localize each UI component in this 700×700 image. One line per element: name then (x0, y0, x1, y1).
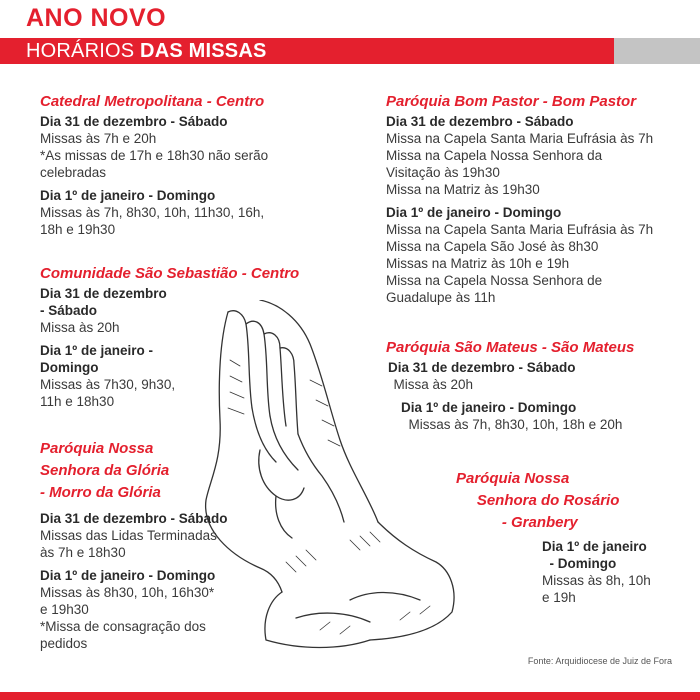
church-bom-pastor (386, 91, 686, 306)
schedule-line: *As missas de 17h e 18h30 não serão (40, 148, 269, 163)
day-heading: Dia 1º de janeiro - Domingo (386, 400, 577, 415)
schedule-line: 18h e 19h30 (40, 222, 116, 237)
church-nossa-senhora-gloria (40, 438, 290, 652)
day-heading: - Sábado (40, 303, 98, 318)
source-credit: Fonte: Arquidiocese de Juiz de Fora (527, 656, 672, 666)
banner-gray-strip (614, 38, 700, 64)
schedule-line: Missa na Capela São José às 8h30 (386, 239, 599, 254)
page-title: ANO NOVO (26, 4, 167, 32)
day-heading: Dia 1º de janeiro - Domingo (40, 568, 216, 583)
church-sao-sebastiao (40, 263, 320, 410)
church-name: - Granbery (456, 514, 578, 531)
church-name: Paróquia Bom Pastor - Bom Pastor (386, 93, 637, 110)
church-catedral (40, 91, 310, 238)
schedule-line: Missas às 7h, 8h30, 10h, 18h e 20h (386, 417, 623, 432)
schedule-line: Missas às 7h, 8h30, 10h, 11h30, 16h, (40, 205, 265, 220)
schedule-line: Missas às 7h30, 9h30, (40, 377, 176, 392)
schedule-line: Missas das Lidas Terminadas (40, 528, 217, 543)
schedule-line: Missas às 7h e 20h (40, 131, 157, 146)
church-name: Comunidade São Sebastião - Centro (40, 265, 300, 282)
schedule-line: Missas às 8h30, 10h, 16h30* (40, 585, 215, 600)
schedule-line: e 19h30 (40, 602, 89, 617)
schedule-line: celebradas (40, 165, 107, 180)
day-heading: Dia 31 de dezembro - Sábado (388, 360, 576, 375)
schedule-line: Missa na Capela Nossa Senhora da (386, 148, 603, 163)
schedule-line: e 19h (542, 590, 576, 605)
schedule-line: Missa na Capela Santa Maria Eufrásia às 7h (386, 222, 654, 237)
schedule-line: Missa na Capela Santa Maria Eufrásia às 7h (386, 131, 654, 146)
day-heading: Dia 31 de dezembro - Sábado (386, 114, 574, 129)
banner-title: HORÁRIOS DAS MISSAS (26, 40, 267, 62)
title-banner (0, 38, 614, 64)
schedule-line: Missa na Capela Nossa Senhora de (386, 273, 603, 288)
church-name: Paróquia São Mateus - São Mateus (386, 339, 635, 356)
day-heading: Dia 31 de dezembro - Sábado (40, 511, 228, 526)
schedule-line: Missa às 20h (40, 320, 120, 335)
day-heading: Dia 1º de janeiro - Domingo (40, 188, 216, 203)
schedule-line: Visitação às 19h30 (386, 165, 500, 180)
day-heading: Dia 1º de janeiro (542, 539, 647, 554)
schedule-line: Missas às 8h, 10h (542, 573, 651, 588)
church-name: Paróquia Nossa (40, 440, 154, 457)
schedule-line: Missa na Matriz às 19h30 (386, 182, 540, 197)
schedule-line: pedidos (40, 636, 88, 651)
day-heading: Domingo (40, 360, 99, 375)
day-heading: Dia 1º de janeiro - (40, 343, 153, 358)
church-name: Paróquia Nossa (456, 470, 570, 487)
day-heading: Dia 1º de janeiro - Domingo (386, 205, 562, 220)
schedule-line: Missas na Matriz às 10h e 19h (386, 256, 570, 271)
schedule-line: Guadalupe às 11h (386, 290, 496, 305)
bottom-bar (0, 692, 700, 700)
church-name: Catedral Metropolitana - Centro (40, 93, 265, 110)
day-heading: - Domingo (542, 556, 617, 571)
church-sao-mateus (386, 337, 686, 433)
church-name: Senhora do Rosário (456, 492, 620, 509)
schedule-line: *Missa de consagração dos (40, 619, 206, 634)
schedule-line: 11h e 18h30 (40, 394, 115, 409)
church-name: - Morro da Glória (40, 484, 161, 501)
schedule-line: Missa às 20h (386, 377, 474, 392)
schedule-line: às 7h e 18h30 (40, 545, 126, 560)
day-heading: Dia 31 de dezembro (40, 286, 167, 301)
church-nossa-senhora-rosario (456, 468, 686, 606)
church-name: Senhora da Glória (40, 462, 170, 479)
day-heading: Dia 31 de dezembro - Sábado (40, 114, 228, 129)
